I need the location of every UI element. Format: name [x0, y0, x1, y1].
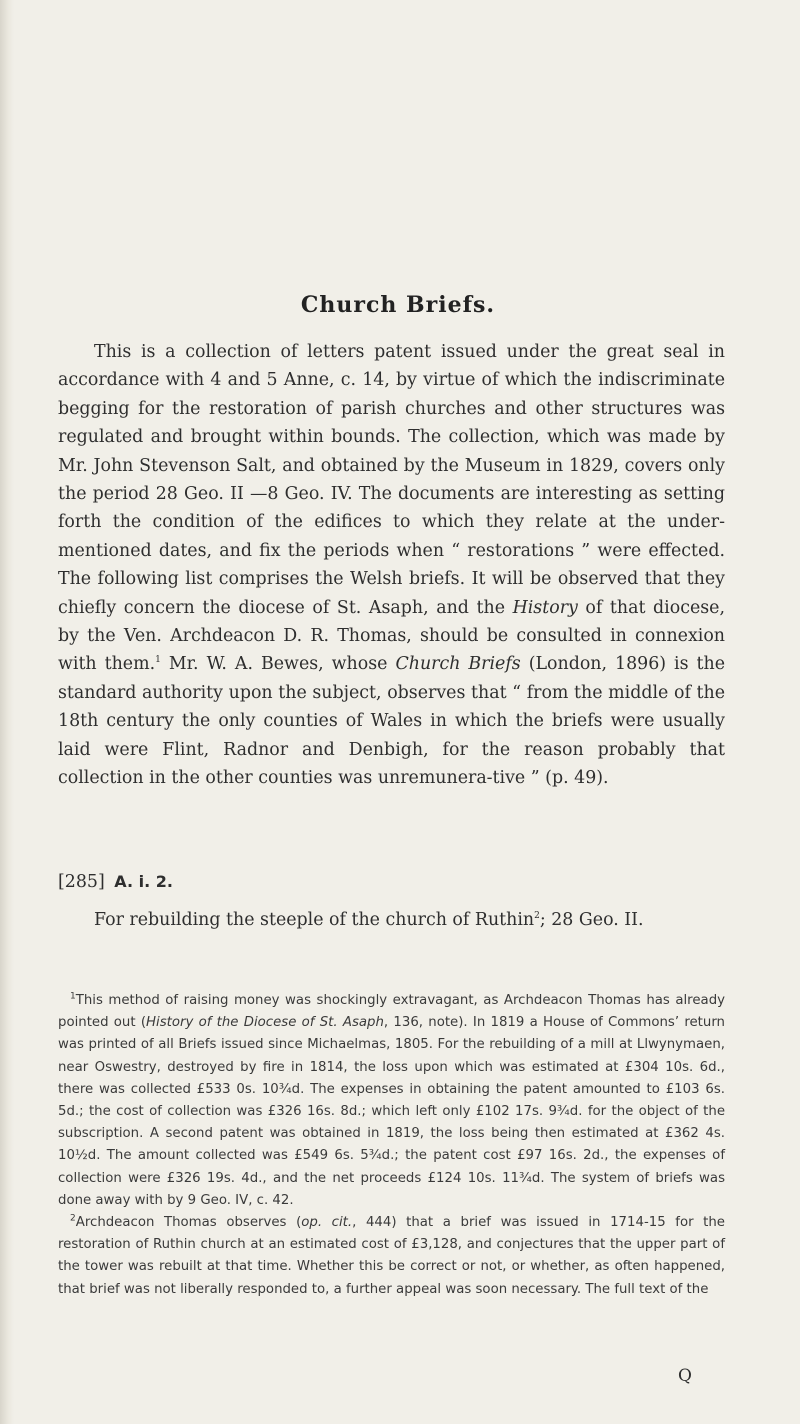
- footnote-2: [58, 1212, 725, 1301]
- entry-reference: [285]: [58, 872, 105, 892]
- footnote-2-text-a: Archdeacon Thomas observes (: [75, 1215, 302, 1231]
- footnote-2-text-b: , 444) that a brief was issued in 1714-15 for the restoration of Ruthin church at an estimated cost of £3,128, and conjectures that the upper part of the tower was rebuilt at that time. Whether this be correct or not, or whether, as often happened, that brief was not liberally responded to, a further appeal was soon necessary. The full text of the: [58, 1215, 725, 1297]
- footnote-2-title: op. cit.: [301, 1215, 353, 1231]
- footnote-1: [58, 990, 725, 1212]
- footnote-1-mark: 1: [70, 991, 76, 1002]
- entry-text-end: ; 28 Geo. II.: [539, 910, 644, 930]
- intro-text-4: (London, 1896) is the standard authority upon the subject, observes that “ from the middle of the 18th century the only counties of Wales in which the briefs were usually laid were Flint, Radnor and Denbigh, for the reason probably that collection in the other counties was unremunera-tive ” (p. 49).: [58, 654, 725, 789]
- intro-text-2: of that diocese, by the Ven. Archdeacon D. R. Thomas, should be consulted in connexion with them.: [58, 597, 725, 675]
- history-title: History: [512, 597, 578, 618]
- church-briefs-title: Church Briefs: [395, 654, 521, 675]
- scan-page-edge: [0, 0, 14, 1424]
- footnote-1-text-a: This method of raising money was shockingly extravagant, as Archdeacon Thomas has already pointed out (: [58, 993, 725, 1031]
- intro-text-1: This is a collection of letters patent issued under the great seal in accordance with 4 and 5 Anne, c. 14, by virtue of which the indiscriminate begging for the restoration of parish churches and other structures was regulated and brought within bounds. The collection, which was made by Mr. John Stevenson Salt, and obtained by the Museum in 1829, covers only the period 28 Geo. II —8 Geo. IV. The documents are interesting as setting forth the condition of the edifices to which they relate at the under-mentioned dates, and fix the periods when “ restorations ” were effected. The following list comprises the Welsh briefs. It will be observed that they chiefly concern the diocese of St. Asaph, and the: [58, 342, 725, 618]
- entry-heading: [58, 872, 173, 892]
- footnotes: [58, 990, 725, 1301]
- page-title: Church Briefs.: [300, 292, 496, 318]
- footnote-2-mark: 2: [70, 1213, 76, 1224]
- signature-mark: Q: [678, 1366, 692, 1386]
- footnote-ref-1: 1: [155, 655, 161, 666]
- entry-text: For rebuilding the steeple of the church of Ruthin: [94, 910, 535, 930]
- footnote-1-title: History of the Diocese of St. Asaph: [146, 1015, 384, 1031]
- footnote-1-text-b: , 136, note). In 1819 a House of Commons’ return was printed of all Briefs issued since Michaelmas, 1805. For the rebuilding of a mill at Llwynymaen, near Oswestry, destroyed by fire in 1814, the loss upon which was estimated at £304 10s. 6d., there was collected £533 0s. 10¾d. The expenses in obtaining the patent amounted to £103 6s. 5d.; the cost of collection was £326 16s. 8d.; which left only £102 17s. 9¾d. for the object of the subscription. A second patent was obtained in 1819, the loss being then estimated at £362 4s. 10½d. The amount collected was £549 6s. 5¾d.; the patent cost £97 16s. 2d., the expenses of collection were £326 19s. 4d., and the net proceeds £124 10s. 11¾d. The system of briefs was done away with by 9 Geo. IV, c. 42.: [58, 1015, 725, 1208]
- intro-paragraph: [58, 338, 725, 793]
- intro-text-3: Mr. W. A. Bewes, whose: [160, 654, 396, 675]
- entry-description: [94, 906, 724, 934]
- footnote-ref-2: 2: [534, 911, 540, 922]
- entry-code: A. i. 2.: [114, 872, 173, 891]
